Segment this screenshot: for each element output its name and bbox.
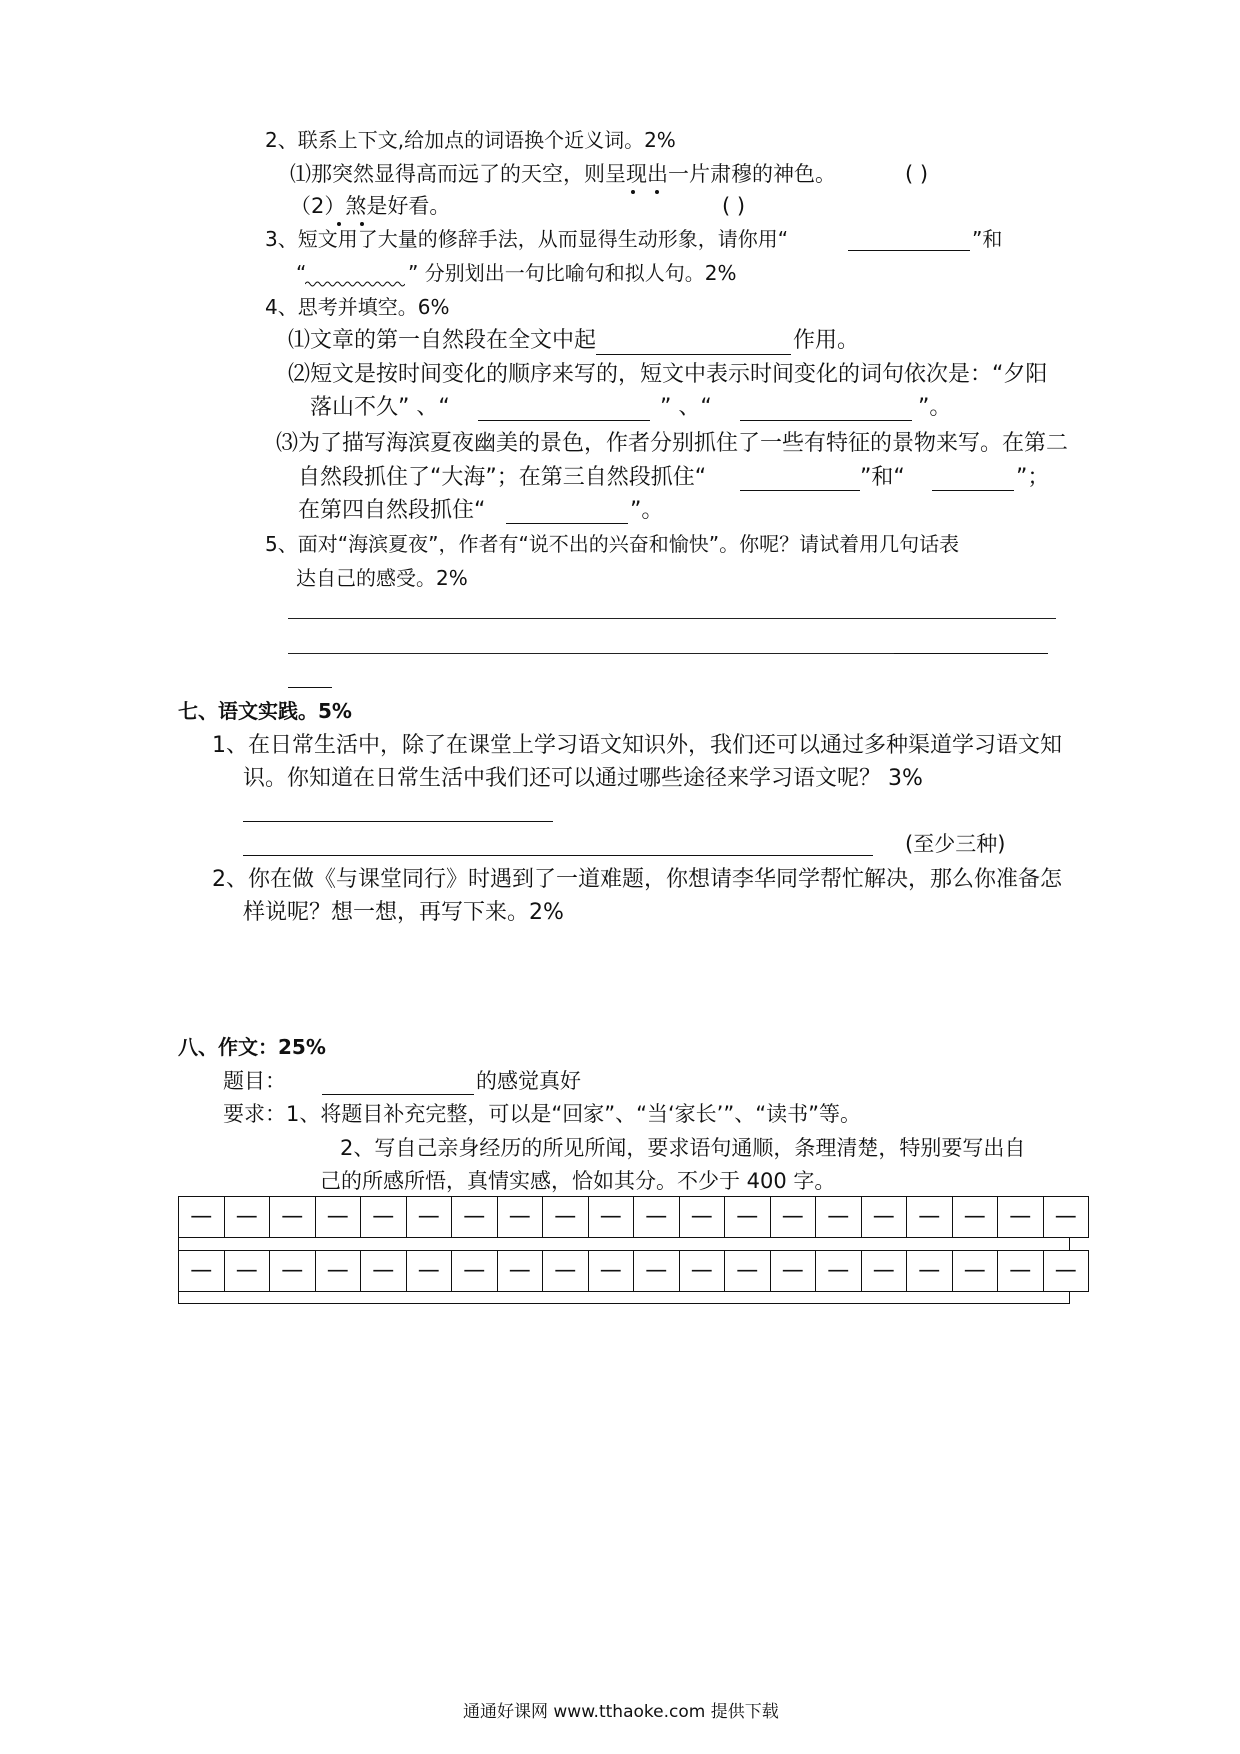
grid-cell[interactable]: — [452, 1197, 498, 1238]
q4-sub3-blank-2[interactable] [932, 490, 1014, 491]
q4-title: 4、思考并填空。6% [265, 295, 450, 319]
q4-sub2-line1: ⑵短文是按时间变化的顺序来写的，短文中表示时间变化的词句依次是：“夕阳 [288, 362, 1048, 387]
q5-answer-line[interactable] [288, 618, 1056, 619]
composition-grid-row-2[interactable] [178, 1250, 1089, 1292]
q3-line2-a: “ [296, 261, 307, 285]
q4-sub3-line3-a: 在第四自然段抓住“ [298, 498, 486, 523]
grid-cell[interactable]: — [588, 1197, 634, 1238]
grid-cell[interactable]: — [224, 1251, 270, 1292]
grid-cell[interactable]: — [179, 1251, 225, 1292]
emphasis-dot [631, 190, 635, 194]
emphasis-dot [655, 190, 659, 194]
composition-grid-gap [178, 1292, 1070, 1304]
grid-cell[interactable]: — [270, 1251, 316, 1292]
grid-cell[interactable]: — [725, 1251, 771, 1292]
grid-cell[interactable]: — [998, 1197, 1044, 1238]
q4-sub3-line2-b: ”和“ [860, 465, 905, 490]
p7-q1-line2: 识。你知道在日常生活中我们还可以通过哪些途径来学习语文呢？ 3% [243, 766, 923, 791]
grid-cell[interactable]: — [179, 1197, 225, 1238]
q3-line1-a: 3、短文用了大量的修辞手法，从而显得生动形象，请你用“ [265, 227, 789, 251]
grid-cell[interactable]: — [1043, 1251, 1089, 1292]
part8-heading: 八、作文：25% [178, 1035, 326, 1059]
grid-cell[interactable]: — [224, 1197, 270, 1238]
q2-sub2: （2）煞是好看。 [290, 194, 451, 218]
q4-sub2-line2-c: ”。 [918, 395, 952, 420]
q5-answer-line[interactable] [288, 653, 894, 654]
emphasis-dot [337, 222, 341, 226]
grid-cell[interactable]: — [543, 1197, 589, 1238]
grid-cell[interactable]: — [452, 1251, 498, 1292]
grid-cell[interactable]: — [634, 1197, 680, 1238]
grid-cell[interactable]: — [861, 1251, 907, 1292]
grid-cell[interactable]: — [861, 1197, 907, 1238]
q3-straight-line-sample [848, 250, 970, 251]
page-footer: 通通好课网 www.tthaoke.com 提供下载 [463, 1702, 779, 1722]
grid-cell[interactable]: — [634, 1251, 680, 1292]
q5-answer-line[interactable] [894, 653, 1048, 654]
grid-cell[interactable]: — [497, 1197, 543, 1238]
composition-grid-gap [178, 1238, 1070, 1250]
p7-q1-answer-line[interactable] [243, 821, 553, 822]
grid-cell[interactable]: — [679, 1197, 725, 1238]
p7-q2-line2: 样说呢？想一想，再写下来。2% [243, 900, 564, 925]
p7-q1-note: (至少三种) [905, 832, 1006, 856]
q5-line2: 达自己的感受。2% [296, 566, 468, 590]
grid-cell[interactable]: — [406, 1251, 452, 1292]
p8-req-line3: 己的所感所悟，真情实感，恰如其分。不少于 400 字。 [320, 1169, 836, 1193]
q2-sub2-answer-paren[interactable]: ( ) [722, 194, 746, 218]
grid-cell[interactable]: — [679, 1251, 725, 1292]
grid-cell[interactable]: — [406, 1197, 452, 1238]
grid-cell[interactable]: — [1043, 1197, 1089, 1238]
q4-sub2-line2-b: ” 、“ [660, 395, 712, 420]
q4-sub1-a: ⑴文章的第一自然段在全文中起 [288, 328, 597, 353]
q4-sub2-blank-2[interactable] [740, 420, 912, 421]
grid-cell[interactable]: — [588, 1251, 634, 1292]
grid-cell[interactable]: — [315, 1251, 361, 1292]
q4-sub2-line2-a: 落山不久” 、“ [310, 395, 450, 420]
grid-cell[interactable]: — [907, 1251, 953, 1292]
p7-q2-line1: 2、你在做《与课堂同行》时遇到了一道难题，你想请李华同学帮忙解决，那么你准备怎 [212, 867, 1062, 892]
p7-q1-answer-line[interactable] [243, 855, 873, 856]
grid-cell[interactable]: — [543, 1251, 589, 1292]
q5-line1: 5、面对“海滨夏夜”，作者有“说不出的兴奋和愉快”。你呢？请试着用几句话表 [265, 532, 960, 556]
grid-cell[interactable]: — [952, 1251, 998, 1292]
q4-sub1-b: 作用。 [793, 328, 860, 353]
grid-cell[interactable]: — [361, 1197, 407, 1238]
grid-cell[interactable]: — [770, 1251, 816, 1292]
p8-topic-blank[interactable] [322, 1094, 474, 1095]
grid-cell[interactable]: — [816, 1197, 862, 1238]
grid-cell[interactable]: — [315, 1197, 361, 1238]
q3-line2-b: ” 分别划出一句比喻句和拟人句。2% [408, 261, 737, 285]
part7-heading: 七、语文实践。5% [178, 699, 352, 723]
grid-cell[interactable]: — [497, 1251, 543, 1292]
q4-sub3-line2-c: ”； [1016, 465, 1050, 490]
grid-cell[interactable]: — [816, 1251, 862, 1292]
grid-cell[interactable]: — [907, 1197, 953, 1238]
q3-wavy-line-sample [305, 280, 405, 288]
q4-sub2-blank-1[interactable] [478, 420, 650, 421]
emphasis-dot [360, 222, 364, 226]
q4-sub3-line1: ⑶为了描写海滨夏夜幽美的景色，作者分别抓住了一些有特征的景物来写。在第二 [276, 431, 1069, 456]
p8-topic-suffix: 的感觉真好 [476, 1069, 581, 1093]
p8-topic-label: 题目： [223, 1069, 286, 1093]
q4-sub3-line3-b: ”。 [630, 498, 664, 523]
q2-sub1: ⑴那突然显得高而远了的天空，则呈现出一片肃穆的神色。 [290, 162, 836, 186]
q2-title: 2、联系上下文,给加点的词语换个近义词。2% [265, 128, 676, 152]
q4-sub3-blank-3[interactable] [506, 523, 628, 524]
grid-cell[interactable]: — [725, 1197, 771, 1238]
grid-cell[interactable]: — [361, 1251, 407, 1292]
p8-req-line1: 要求：1、将题目补充完整，可以是“回家”、“当‘家长’”、“读书”等。 [223, 1102, 861, 1126]
q4-sub3-blank-1[interactable] [740, 490, 860, 491]
q3-line1-b: ”和 [972, 227, 1003, 251]
grid-cell[interactable]: — [952, 1197, 998, 1238]
q2-sub1-answer-paren[interactable]: ( ) [905, 162, 929, 186]
q5-answer-line[interactable] [288, 687, 332, 688]
p8-req-line2: 2、写自己亲身经历的所见所闻，要求语句通顺，条理清楚，特别要写出自 [340, 1136, 1026, 1160]
q4-sub1-blank[interactable] [596, 354, 791, 355]
p7-q1-line1: 1、在日常生活中，除了在课堂上学习语文知识外，我们还可以通过多种渠道学习语文知 [212, 733, 1062, 758]
grid-cell[interactable]: — [770, 1197, 816, 1238]
q4-sub3-line2-a: 自然段抓住了“大海”；在第三自然段抓住“ [298, 465, 707, 490]
composition-grid-row-1[interactable] [178, 1196, 1089, 1238]
grid-cell[interactable]: — [998, 1251, 1044, 1292]
grid-cell[interactable]: — [270, 1197, 316, 1238]
